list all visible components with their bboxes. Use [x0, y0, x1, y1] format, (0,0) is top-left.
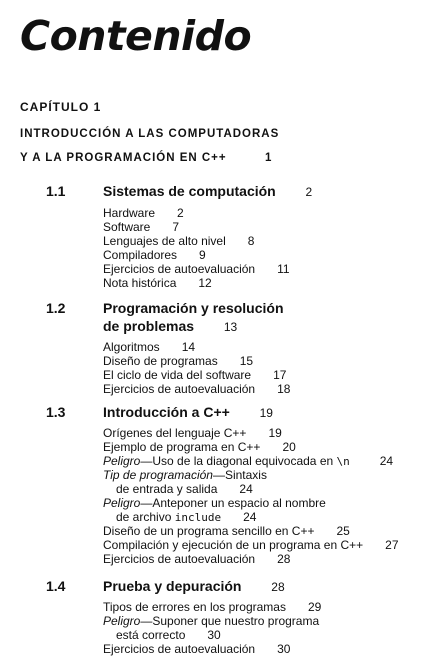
- toc-item: Diseño de programas 15: [103, 354, 254, 368]
- section-title-text: Sistemas de computación: [103, 183, 276, 199]
- section-title-line-1: Programación y resolución: [103, 300, 284, 316]
- toc-item: Hardware 2: [103, 206, 184, 220]
- section-number: 1.1: [46, 183, 66, 199]
- toc-item: Ejercicios de autoevaluación 30: [103, 642, 291, 656]
- section-page: 28: [271, 580, 285, 594]
- chapter-title-text: Y A LA PROGRAMACIÓN EN C++: [20, 152, 227, 164]
- toc-item: Lenguajes de alto nivel 8: [103, 234, 255, 248]
- toc-item: Diseño de un programa sencillo en C++ 25: [103, 524, 350, 538]
- toc-item: Orígenes del lenguaje C++ 19: [103, 426, 282, 440]
- section-title: [103, 404, 273, 420]
- toc-item: Peligro—Uso de la diagonal equivocada en \n 24: [103, 454, 394, 468]
- chapter-label: CAPÍTULO 1: [20, 100, 102, 114]
- toc-item: Ejemplo de programa en C++ 20: [103, 440, 296, 454]
- toc-item: Compiladores 9: [103, 248, 206, 262]
- section-title-text: de problemas: [103, 318, 195, 334]
- toc-item: Tipos de errores en los programas 29: [103, 600, 322, 614]
- toc-item: Tip de programación—Sintaxis: [103, 468, 267, 482]
- toc-item: de archivo include 24: [116, 510, 257, 524]
- toc-item: Peligro—Anteponer un espacio al nombre: [103, 496, 326, 510]
- toc-item: está correcto 30: [116, 628, 221, 642]
- toc-item: Algoritmos 14: [103, 340, 196, 354]
- page-title: Contenido: [20, 12, 252, 60]
- section-page: 13: [223, 320, 238, 334]
- section-title-line-2: [103, 318, 237, 334]
- section-number: 1.2: [46, 300, 66, 316]
- toc-item: Peligro—Suponer que nuestro programa: [103, 614, 320, 628]
- toc-item: Ejercicios de autoevaluación 28: [103, 552, 291, 566]
- section-number: 1.4: [46, 578, 66, 594]
- section-title: [103, 183, 312, 199]
- toc-item: Nota histórica 12: [103, 276, 212, 290]
- toc-item: Software 7: [103, 220, 180, 234]
- chapter-title-line-2: [20, 152, 272, 164]
- section-title: [103, 578, 285, 594]
- section-page: 19: [259, 406, 273, 420]
- section-page: 2: [305, 185, 313, 199]
- section-title-text: Prueba y depuración: [103, 578, 242, 594]
- toc-item: Ejercicios de autoevaluación 11: [103, 262, 290, 276]
- chapter-title-line-1: INTRODUCCIÓN A LAS COMPUTADORAS: [20, 128, 280, 140]
- section-title-text: Introducción a C++: [103, 404, 230, 420]
- toc-item: de entrada y salida 24: [116, 482, 253, 496]
- section-number: 1.3: [46, 404, 66, 420]
- toc-item: Compilación y ejecución de un programa en C++ 27: [103, 538, 399, 552]
- chapter-page: 1: [265, 152, 273, 164]
- toc-item: Ejercicios de autoevaluación 18: [103, 382, 291, 396]
- toc-item: El ciclo de vida del software 17: [103, 368, 287, 382]
